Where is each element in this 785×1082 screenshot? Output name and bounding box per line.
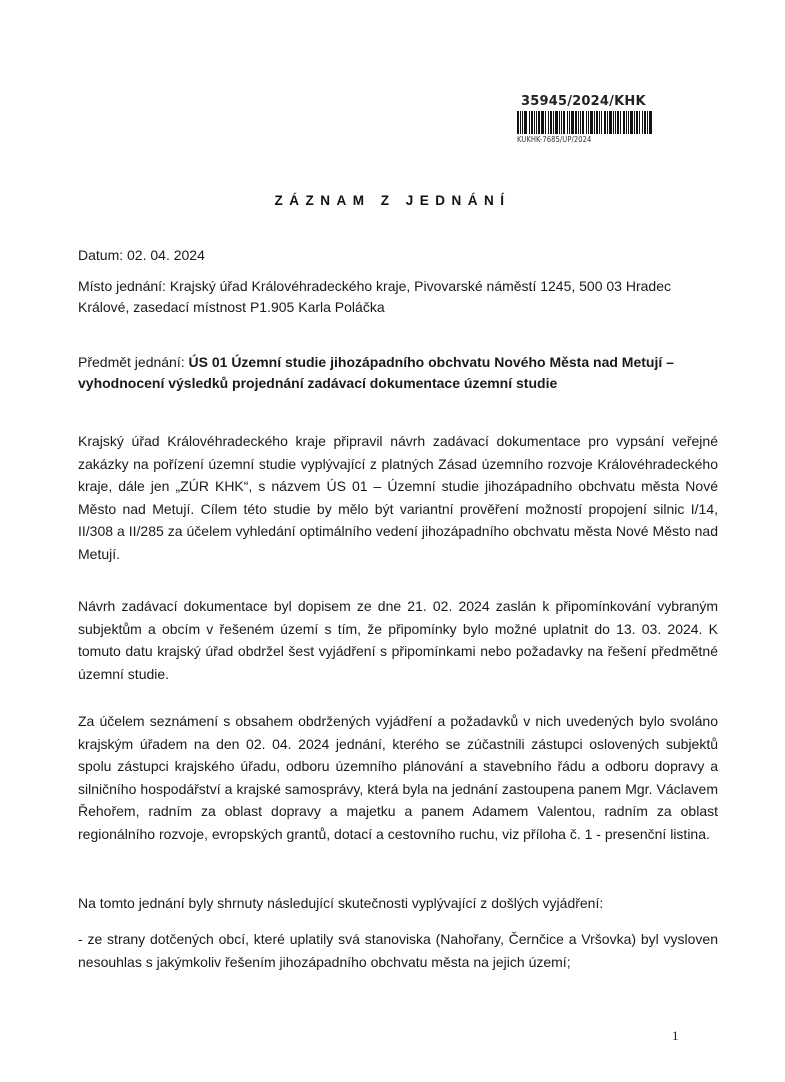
barcode-bar	[529, 111, 530, 134]
barcode-bar	[596, 111, 598, 134]
meeting-date: Datum: 02. 04. 2024	[78, 247, 205, 263]
meeting-place: Místo jednání: Krajský úřad Královéhradeckého kraje, Pivovarské náměstí 1245, 500 03 Hradec Králové, zasedací místnost P1.905 Karla Poláčka	[78, 278, 671, 315]
barcode-bar	[550, 111, 552, 134]
barcode-bar	[617, 111, 619, 134]
barcode-bar	[613, 111, 614, 134]
reference-number: KUKHK-7685/UP/2024	[517, 135, 592, 144]
subject-label: Předmět jednání:	[78, 354, 189, 370]
barcode-bar	[626, 111, 627, 134]
barcode-bar	[580, 111, 581, 134]
barcode-bar	[594, 111, 595, 134]
barcode-bar	[578, 111, 579, 134]
barcode-bar	[520, 111, 521, 134]
paragraph-meeting: Za účelem seznámení s obsahem obdržených vyjádření a požadavků v nich uvedených bylo svoláno krajským úřadem na den 02. 04. 2024 jednání, kterého se zúčastnili zástupci oslovených subjektů spolu zástupci krajského úřadu, odboru územního plánování a stavebního řádu a odboru dopravy a silničního hospodářství a krajské samosprávy, která byla na jednání zastoupena panem Mgr. Václavem Řehořem, radním za oblast dopravy a majetku a panem Adamem Valentou, radním za oblast regionálního rozvoje, evropských grantů, dotací a cestovního ruchu, viz příloha č. 1 - presenční listina.	[78, 713, 718, 842]
barcode-bar	[623, 111, 625, 134]
barcode-bar	[620, 111, 621, 134]
barcode-bar	[522, 111, 523, 134]
barcode-bar	[567, 111, 568, 134]
barcode-bar	[538, 111, 540, 134]
meeting-subject	[78, 352, 718, 394]
barcode-bar	[524, 111, 527, 134]
paragraph-intro: Krajský úřad Královéhradeckého kraje připravil návrh zadávací dokumentace pro vypsání veřejné zakázky na pořízení územní studie vyplývající z platných Zásad územního rozvoje Královéhradeckého kraje, dále jen „ZÚR KHK“, s názvem ÚS 01 – Územní studie jihozápadního obchvatu města Nové Město nad Metují. Cílem této studie by mělo být variantní prověření možností propojení silnic I/14, II/308 a II/285 za účelem vyhledání optimálního vedení jihozápadního obchvatu města Nové Město nad Metují.	[78, 433, 718, 562]
barcode-bar	[517, 111, 519, 134]
registration-number: 35945/2024/KHK	[521, 94, 646, 109]
barcode-bar	[647, 111, 648, 134]
barcode-bar	[649, 111, 652, 134]
barcode-bar	[601, 111, 602, 134]
barcode-bar	[541, 111, 544, 134]
barcode-bar	[553, 111, 554, 134]
list-item: - ze strany dotčených obcí, které uplatily svá stanoviska (Nahořany, Černčice a Vršovka) byl vysloven nesouhlas s jakýmkoliv řešením jihozápadního obchvatu města na jejich území;	[78, 931, 718, 970]
barcode-bar	[639, 111, 640, 134]
barcode-bar	[607, 111, 608, 134]
barcode-bar	[604, 111, 606, 134]
barcode-bar	[644, 111, 646, 134]
barcode-bar	[586, 111, 587, 134]
page-number: 1	[672, 1028, 679, 1043]
barcode-bar	[571, 111, 574, 134]
barcode-bar	[545, 111, 546, 134]
barcode-bar	[536, 111, 537, 134]
document-title: ZÁZNAM Z JEDNÁNÍ	[274, 193, 511, 208]
registration-stamp	[517, 94, 667, 144]
barcode-bar	[555, 111, 558, 134]
barcode-bar	[630, 111, 633, 134]
barcode-bar	[642, 111, 643, 134]
barcode-bar	[599, 111, 600, 134]
barcode-bar	[634, 111, 635, 134]
paragraph-consultation: Návrh zadávací dokumentace byl dopisem ze dne 21. 02. 2024 zaslán k připomínkování vybraným subjektům a obcím v řešeném území s tím, že připomínky bylo možné uplatnit do 13. 03. 2024. K tomuto datu krajský úřad obdržel šest vyjádření s připomínkami nebo požadavky na řešení předmětné územní studie.	[78, 598, 718, 682]
barcode-bar	[575, 111, 577, 134]
subject-text: ÚS 01 Územní studie jihozápadního obchvatu Nového Města nad Metují – vyhodnocení výsledků projednání zadávací dokumentace územní studie	[78, 354, 674, 391]
barcode-bar	[636, 111, 638, 134]
barcode-bar	[561, 111, 562, 134]
barcode-bar	[563, 111, 565, 134]
barcode	[517, 111, 667, 134]
barcode-bar	[534, 111, 535, 134]
barcode-bar	[582, 111, 584, 134]
barcode-bar	[615, 111, 616, 134]
barcode-bar	[628, 111, 629, 134]
barcode-bar	[531, 111, 533, 134]
barcode-bar	[548, 111, 549, 134]
barcode-bar	[588, 111, 589, 134]
barcode-bar	[609, 111, 612, 134]
barcode-bar	[559, 111, 560, 134]
paragraph-summary: Na tomto jednání byly shrnuty následující skutečnosti vyplývající z došlých vyjádření:	[78, 895, 604, 911]
barcode-bar	[569, 111, 570, 134]
barcode-bar	[590, 111, 593, 134]
